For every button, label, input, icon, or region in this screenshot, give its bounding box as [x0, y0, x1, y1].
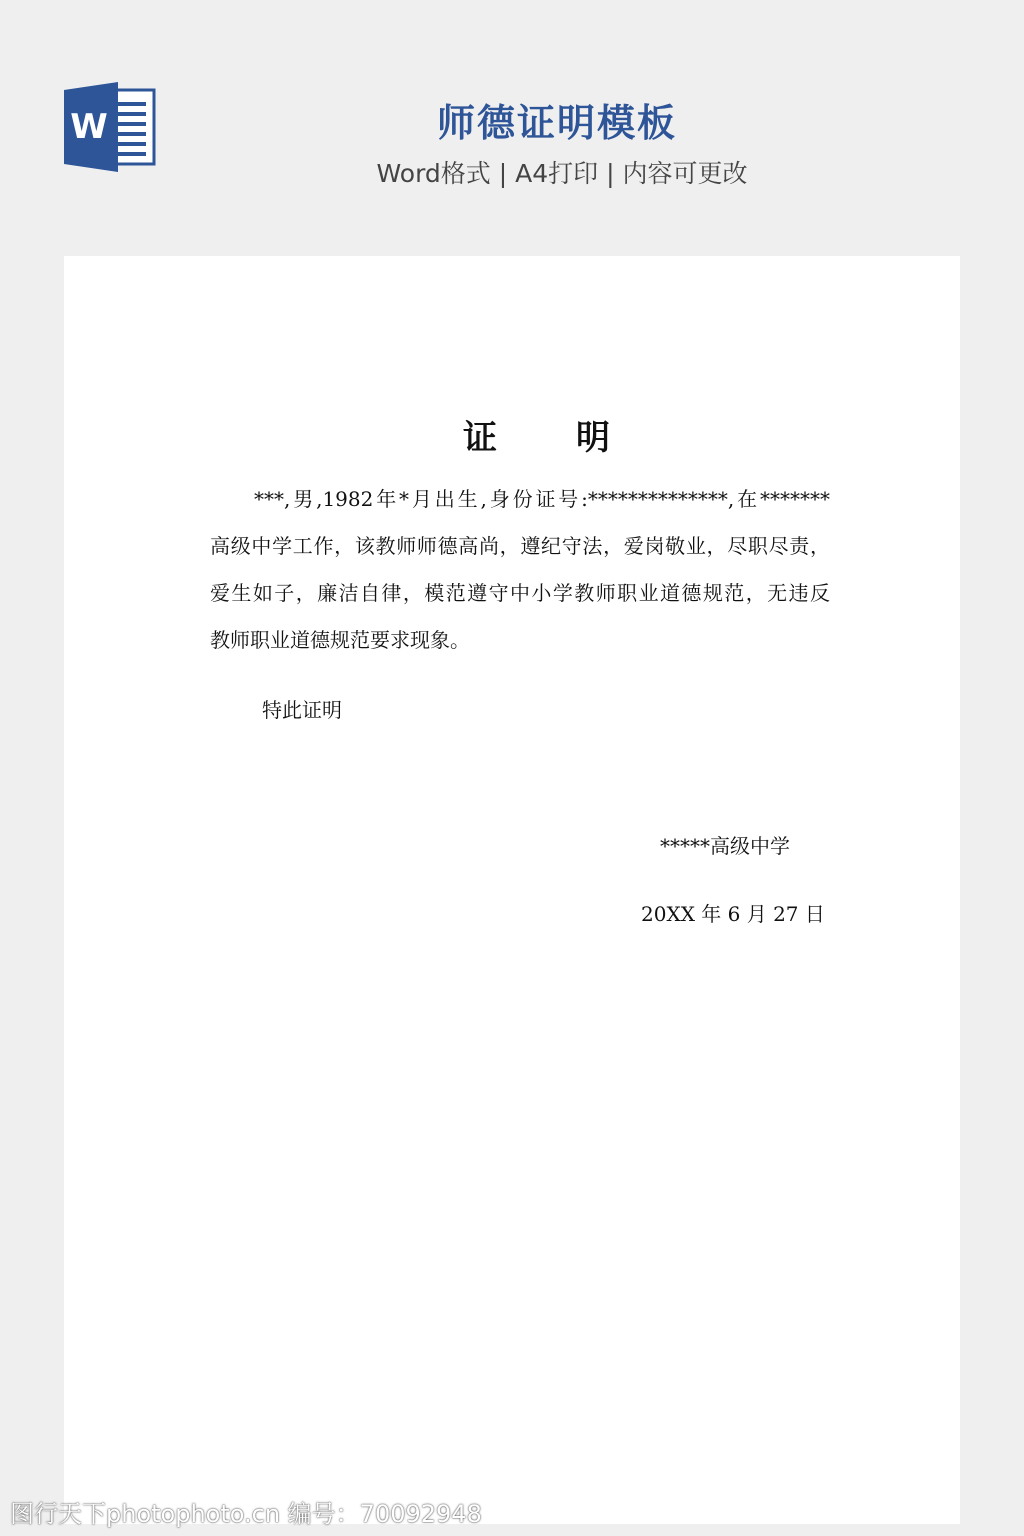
- body-line: 教师职业道德规范要求现象。: [210, 628, 470, 652]
- page-subtitle: Word格式 | A4打印 | 内容可更改: [376, 159, 748, 188]
- body-line: 爱生如子，廉洁自律，模范遵守中小学教师职业道德规范，无违反: [210, 581, 830, 605]
- page-title: 师德证明模板: [436, 101, 677, 145]
- word-icon-letter: W: [70, 107, 108, 147]
- heading-char-2: 明: [576, 418, 610, 458]
- body-line: 高级中学工作，该教师师德高尚，遵纪守法，爱岗敬业，尽职尽责，: [210, 534, 830, 558]
- heading-char-1: 证: [463, 418, 497, 458]
- document-heading: [64, 410, 960, 458]
- document-page: [64, 256, 960, 1524]
- watermark: 图行天下photophoto.cn 编号：70092948: [10, 1500, 482, 1528]
- signature-school: *****高级中学: [660, 834, 790, 858]
- closing-text: 特此证明: [262, 698, 342, 722]
- body-line: ***,男,1982年*月出生,身份证号:**************,在*******: [254, 487, 830, 511]
- signature-date: 20XX 年 6 月 27 日: [641, 902, 825, 926]
- document-body: [210, 476, 830, 664]
